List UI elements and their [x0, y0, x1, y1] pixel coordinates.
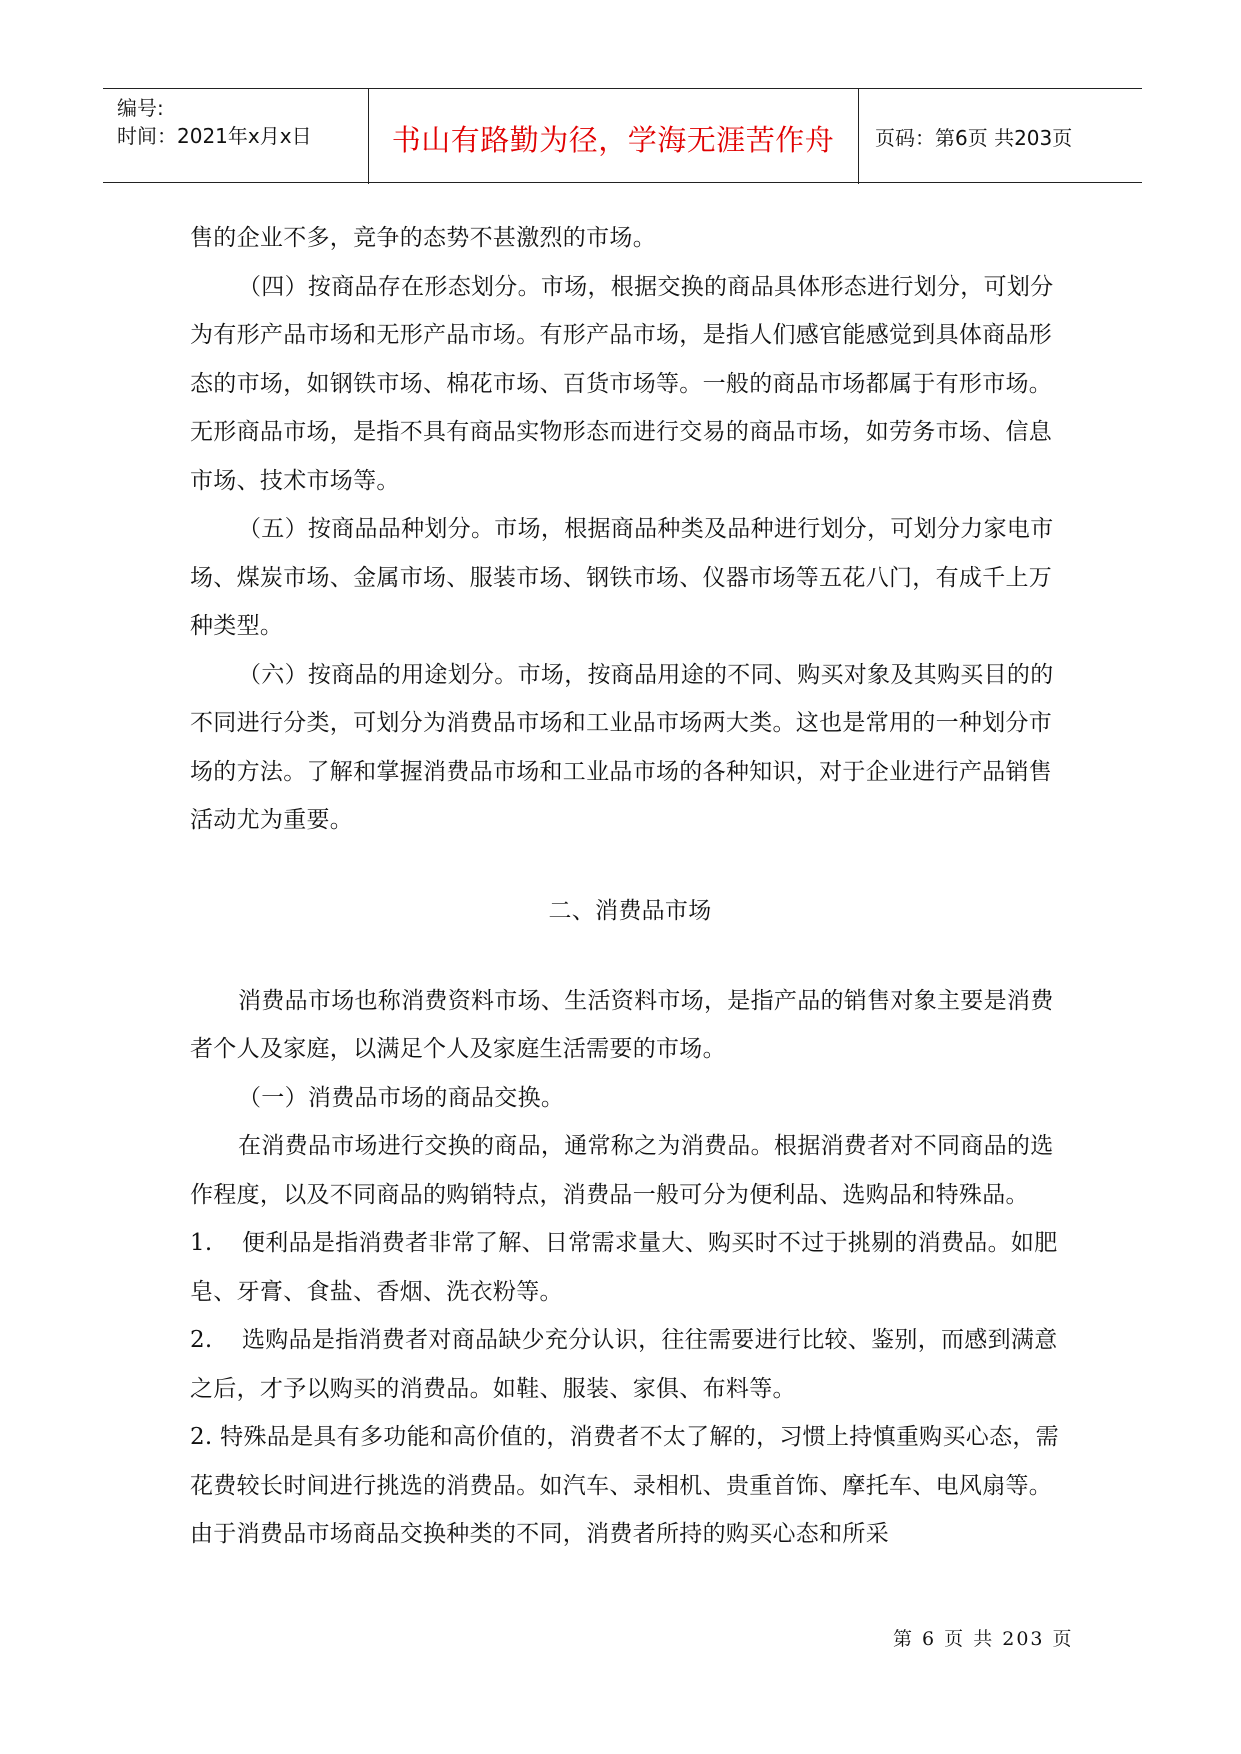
list-text: 选购品是指消费者对商品缺少充分认识，往往需要进行比较、鉴别，而感到满意之后，才予以购买的消费品。如鞋、服装、家俱、布料等。: [190, 1327, 1058, 1402]
list-item-specialty-goods: [190, 1413, 1070, 1559]
header-bottom-rule: [103, 182, 1142, 183]
paragraph-variety-division: （五）按商品品种划分。市场，根据商品种类及品种进行划分，可划分力家电市场、煤炭市场、金属市场、服装市场、钢铁市场、仪器市场等五花八门，有成千上万种类型。: [190, 516, 1054, 639]
paragraph-use-division: （六）按商品的用途划分。市场，按商品用途的不同、购买对象及其购买目的的不同进行分类，可划分为消费品市场和工业品市场两大类。这也是常用的一种划分市场的方法。了解和掌握消费品市场和工业品市场的各种知识，对于企业进行产品销售活动尤为重要。: [190, 661, 1054, 833]
header-motto: 书山有路勤为径，学海无涯苦作舟: [391, 123, 835, 157]
paragraph-continued: 售的企业不多，竞争的态势不甚激烈的市场。: [190, 225, 656, 251]
paragraph-form-division: （四）按商品存在形态划分。市场，根据交换的商品具体形态进行划分，可划分为有形产品市场和无形产品市场。有形产品市场，是指人们感官能感觉到具体商品形态的市场，如钢铁市场、棉花市场、百货市场等。一般的商品市场都属于有形市场。无形商品市场，是指不具有商品实物形态而进行交易的商品市场，如劳务市场、信息市场、技术市场等。: [190, 273, 1054, 494]
list-item-shopping-goods: [190, 1316, 1070, 1413]
section-heading: 二、消费品市场: [548, 897, 712, 924]
document-body: [190, 214, 1070, 1559]
header-top-rule: [103, 88, 1142, 89]
paragraph-consumer-market-definition: 消费品市场也称消费资料市场、生活资料市场，是指产品的销售对象主要是消费者个人及家庭，以满足个人及家庭生活需要的市场。: [190, 987, 1054, 1062]
serial-label: 编号:: [117, 96, 164, 120]
header-left-cell: [117, 94, 312, 150]
page-header: [103, 88, 1142, 184]
subheading-commodity-exchange: （一）消费品市场的商品交换。: [238, 1084, 565, 1111]
page-footer: 第 6 页 共 203 页: [893, 1628, 1074, 1650]
list-item-convenience-goods: [190, 1219, 1070, 1316]
list-text: 便利品是指消费者非常了解、日常需求量大、购买时不过于挑剔的消费品。如肥皂、牙膏、食盐、香烟、洗衣粉等。: [190, 1230, 1058, 1305]
time-label: 时间：2021年x月x日: [117, 124, 312, 148]
paragraph-consumer-goods: 在消费品市场进行交换的商品，通常称之为消费品。根据消费者对不同商品的选作程度，以及不同商品的购销特点，消费品一般可分为便利品、选购品和特殊品。: [190, 1133, 1054, 1208]
list-number: 1.: [190, 1230, 213, 1256]
header-page-info: 页码：第6页 共203页: [875, 126, 1073, 150]
header-divider-right: [858, 88, 859, 184]
list-text: 特殊品是具有多功能和高价值的，消费者不太了解的，习惯上持慎重购买心态，需花费较长时间进行挑选的消费品。如汽车、录相机、贵重首饰、摩托车、电风扇等。由于消费品市场商品交换种类的不同，消费者所持的购买心态和所采: [190, 1424, 1059, 1547]
list-number: 2.: [190, 1424, 213, 1450]
list-number: 2.: [190, 1327, 213, 1353]
